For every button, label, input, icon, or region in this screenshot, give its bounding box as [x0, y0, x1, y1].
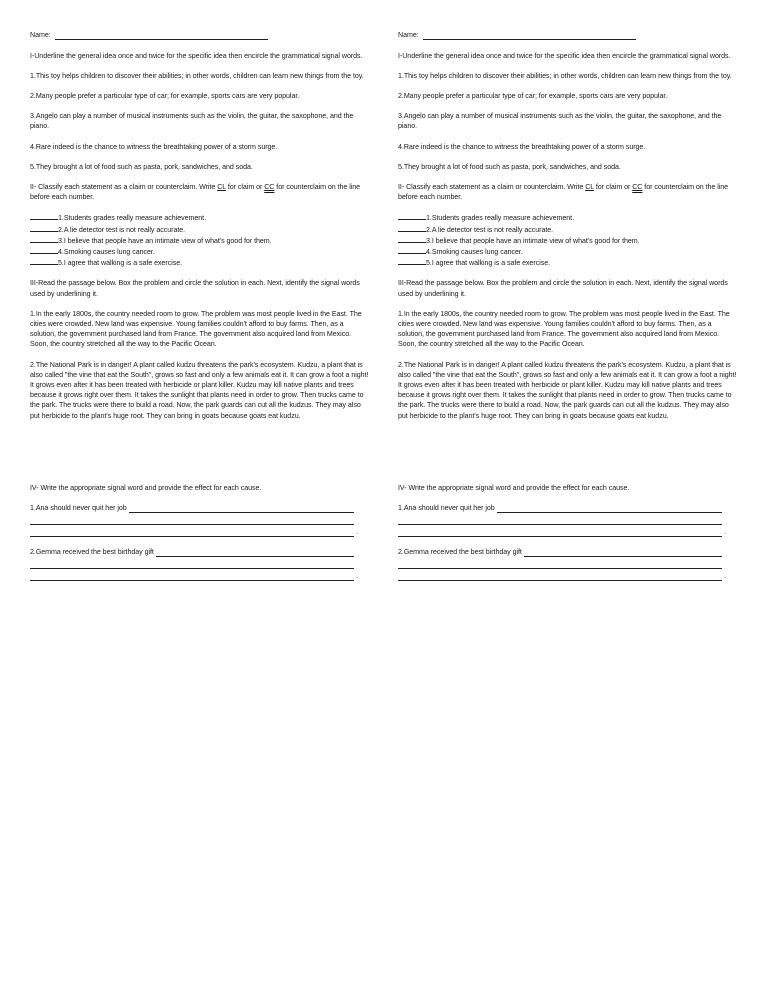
- section2-item: 5.I agree that walking is a safe exercise.: [398, 257, 738, 268]
- section2-item: 1.Students grades really measure achievement.: [30, 212, 370, 223]
- section1-item: 5.They brought a lot of food such as pasta, pork, sandwiches, and soda.: [30, 162, 253, 171]
- answer-line[interactable]: [129, 505, 354, 513]
- answer-blank[interactable]: [398, 235, 426, 243]
- section4-item: 1.Ana should never quit her job: [398, 503, 738, 513]
- section1-item: 4.Rare indeed is the chance to witness the breathtaking power of a storm surge.: [398, 142, 646, 151]
- answer-line[interactable]: [398, 513, 722, 525]
- answer-blank[interactable]: [398, 257, 426, 265]
- section3-heading: III-Read the passage below. Box the problem and circle the solution in each. Next, identify the signal words used by underlining it.: [30, 279, 360, 298]
- section3-passage: 2.The National Park is in danger! A plant called kudzu threatens the park's ecosystem. Kudzu, a plant that is also called "the vine that eat the South", grows so fast and only a few animals eat it. It can grow a foot a night! It grows even after it has been treated with herbicide or plant killer. Kudzu may kill native plants and trees because it grows right over them. It takes the sunlight that plants need in order to grow. Then trucks came to the park. The trucks were there to build a road. Now, the park guards can cut all the kudzus. They may also put herbicide to the plant's huge root. They can bring in goats because goats eat kudzu.: [30, 360, 369, 420]
- name-label: Name:: [398, 30, 419, 39]
- answer-blank[interactable]: [398, 224, 426, 232]
- answer-blank[interactable]: [30, 257, 58, 265]
- answer-line[interactable]: [30, 557, 354, 569]
- section2-item: 1.Students grades really measure achievement.: [398, 212, 738, 223]
- answer-line[interactable]: .: [30, 525, 354, 537]
- answer-line[interactable]: [497, 505, 722, 513]
- name-row: [398, 30, 738, 40]
- section4-heading: IV- Write the appropriate signal word and provide the effect for each cause.: [398, 483, 630, 492]
- section4-item: 2.Gemma received the best birthday gift: [30, 547, 370, 557]
- name-label: Name:: [30, 30, 51, 39]
- name-line[interactable]: [55, 32, 268, 40]
- section3-passage: 1.In the early 1800s, the country needed room to grow. The problem was most people lived in the East. The cities were crowded. New land was expensive. Young families couldn't afford to buy farms. Then, as a solution, the government purchased land from France. The government also acquired land from Mexico. Soon, the country stretched all the way to the Pacific Ocean.: [398, 309, 730, 349]
- answer-line[interactable]: [524, 549, 722, 557]
- section1-item: 2.Many people prefer a particular type of car; for example, sports cars are very popular.: [30, 91, 300, 100]
- section1-heading: I-Underline the general idea once and twice for the specific idea then encircle the grammatical signal words.: [398, 51, 731, 60]
- section1-item: 5.They brought a lot of food such as pasta, pork, sandwiches, and soda.: [398, 162, 621, 171]
- answer-blank[interactable]: [398, 212, 426, 220]
- section1-item: 1.This toy helps children to discover their abilities; in other words, children can learn new things from the toy.: [30, 71, 364, 80]
- section2-heading: II- Classify each statement as a claim or counterclaim. Write CL for claim or CC for counterclaim on the line before each number.: [30, 182, 361, 202]
- name-row: [30, 30, 370, 40]
- section1-heading: I-Underline the general idea once and twice for the specific idea then encircle the grammatical signal words.: [30, 51, 363, 60]
- answer-blank[interactable]: [30, 212, 58, 220]
- section3-heading: III-Read the passage below. Box the problem and circle the solution in each. Next, identify the signal words used by underlining it.: [398, 279, 728, 298]
- name-line[interactable]: [423, 32, 636, 40]
- section1-item: 4.Rare indeed is the chance to witness the breathtaking power of a storm surge.: [30, 142, 278, 151]
- section2-item: 5.I agree that walking is a safe exercise.: [30, 257, 370, 268]
- answer-line[interactable]: .: [398, 569, 722, 581]
- section2-item: 3.I believe that people have an intimate view of what's good for them.: [30, 235, 370, 246]
- section4-heading: IV- Write the appropriate signal word and provide the effect for each cause.: [30, 483, 262, 492]
- section2-item: 4.Smoking causes lung cancer.: [30, 246, 370, 257]
- answer-blank[interactable]: [30, 224, 58, 232]
- section3-passage: 2.The National Park is in danger! A plant called kudzu threatens the park's ecosystem. Kudzu, a plant that is also called "the vine that eat the South", grows so fast and only a few animals eat it. It can grow a foot a night! It grows even after it has been treated with herbicide or plant killer. Kudzu may kill native plants and trees because it grows right over them. It takes the sunlight that plants need in order to grow. Then trucks came to the park. The trucks were there to build a road. Now, the park guards can cut all the kudzus. They may also put herbicide to the plant's huge root. They can bring in goats because goats eat kudzu.: [398, 360, 737, 420]
- answer-line[interactable]: [398, 557, 722, 569]
- answer-line[interactable]: .: [398, 525, 722, 537]
- section2-heading: II- Classify each statement as a claim or counterclaim. Write CL for claim or CC for counterclaim on the line before each number.: [398, 182, 729, 202]
- section4-item: 2.Gemma received the best birthday gift: [398, 547, 738, 557]
- answer-line[interactable]: [156, 549, 354, 557]
- answer-blank[interactable]: [398, 246, 426, 254]
- section1-item: 3.Angelo can play a number of musical instruments such as the violin, the guitar, the saxophone, and the piano.: [30, 112, 354, 131]
- worksheet-copy-right: [398, 30, 738, 581]
- section1-item: 3.Angelo can play a number of musical instruments such as the violin, the guitar, the saxophone, and the piano.: [398, 112, 722, 131]
- worksheet-copy-left: [30, 30, 370, 581]
- section2-item: 2.A lie detector test is not really accurate.: [398, 224, 738, 235]
- section4-item: 1.Ana should never quit her job: [30, 503, 370, 513]
- answer-line[interactable]: [30, 513, 354, 525]
- section1-item: 2.Many people prefer a particular type of car; for example, sports cars are very popular.: [398, 91, 668, 100]
- section1-item: 1.This toy helps children to discover their abilities; in other words, children can learn new things from the toy.: [398, 71, 732, 80]
- section2-item: 2.A lie detector test is not really accurate.: [30, 224, 370, 235]
- answer-blank[interactable]: [30, 246, 58, 254]
- section2-item: 4.Smoking causes lung cancer.: [398, 246, 738, 257]
- answer-blank[interactable]: [30, 235, 58, 243]
- answer-line[interactable]: .: [30, 569, 354, 581]
- section2-item: 3.I believe that people have an intimate view of what's good for them.: [398, 235, 738, 246]
- section3-passage: 1.In the early 1800s, the country needed room to grow. The problem was most people lived in the East. The cities were crowded. New land was expensive. Young families couldn't afford to buy farms. Then, as a solution, the government purchased land from France. The government also acquired land from Mexico. Soon, the country stretched all the way to the Pacific Ocean.: [30, 309, 362, 349]
